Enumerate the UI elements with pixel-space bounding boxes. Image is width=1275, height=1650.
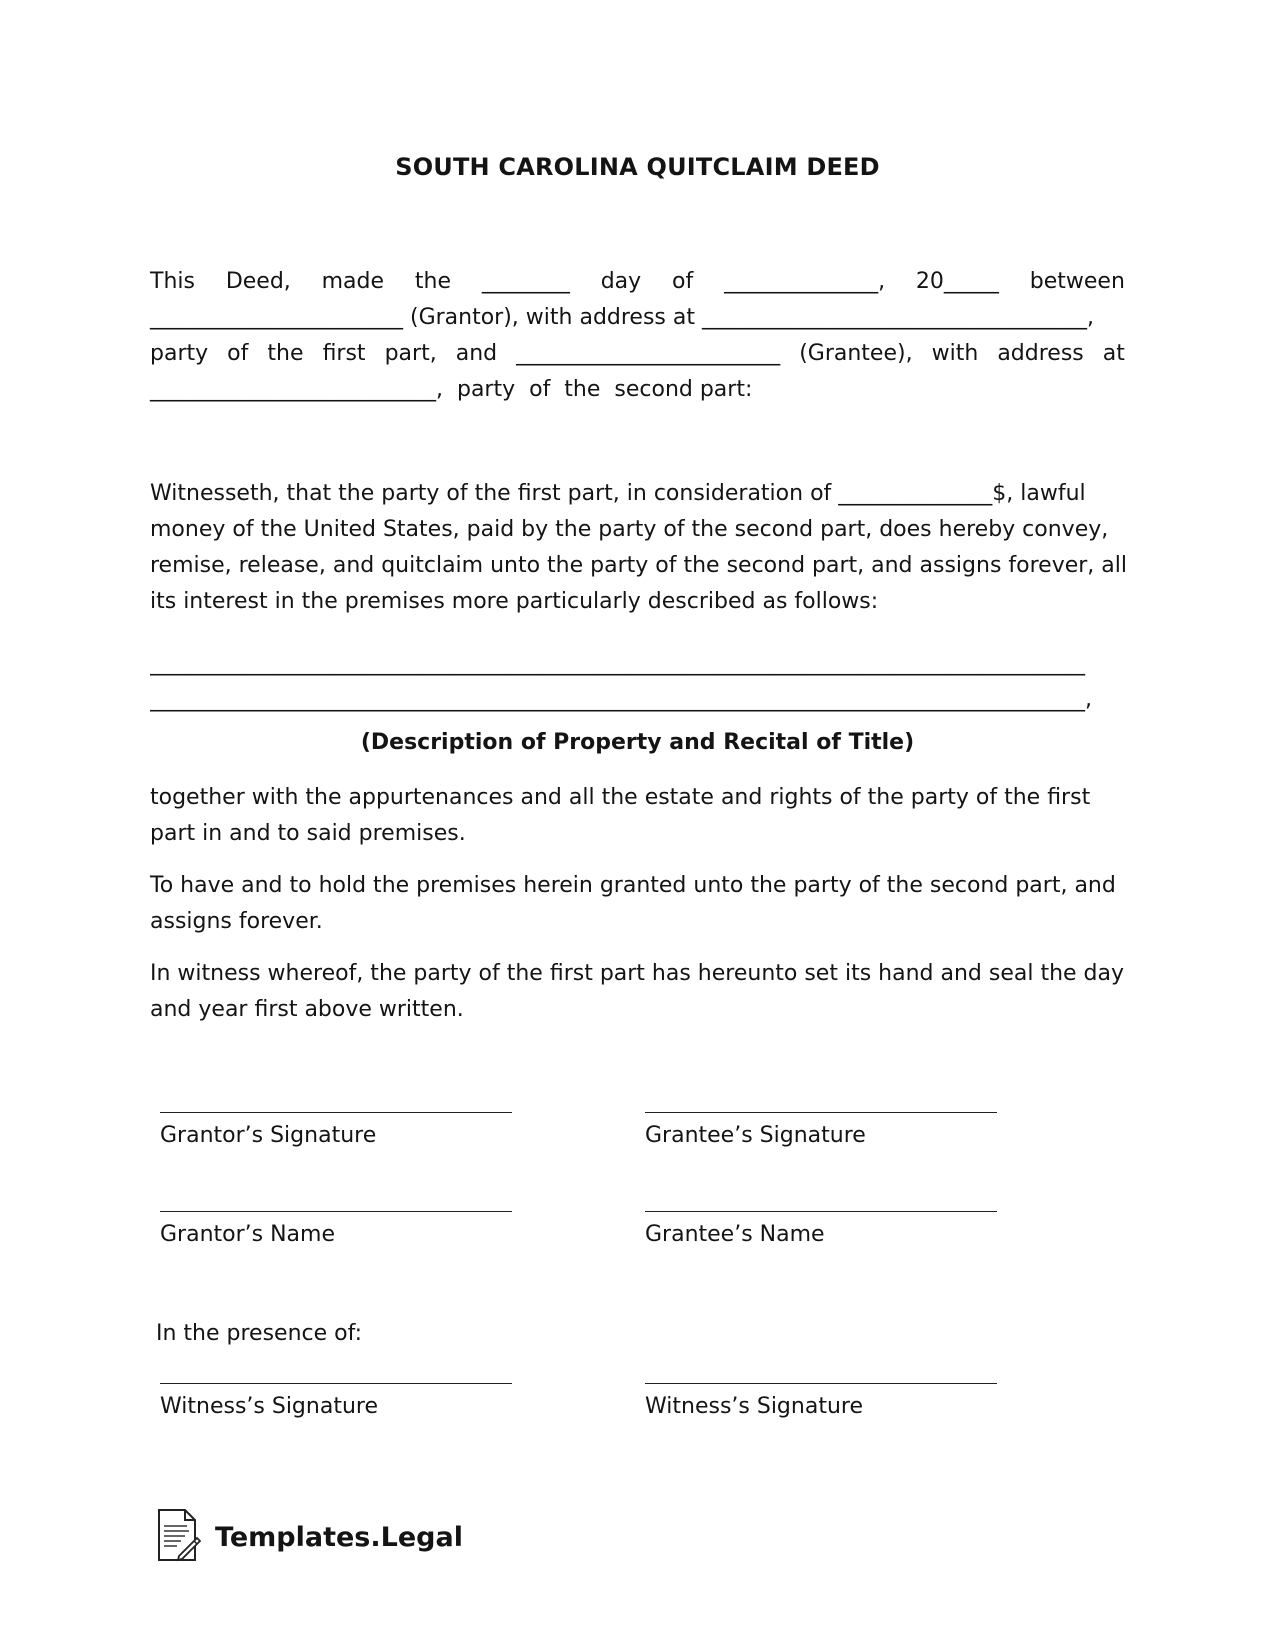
witnesseth-line: Witnesseth, that the party of the first part, in consideration of ______________$, lawful — [150, 481, 1086, 506]
grantee-signature-label: Grantee’s Signature — [645, 1123, 866, 1148]
document-title: SOUTH CAROLINA QUITCLAIM DEED — [395, 153, 880, 181]
word: between — [1029, 269, 1125, 294]
witness-whereof-paragraph: In witness whereof, the party of the first part has hereunto set its hand and seal the day and year first above written. — [150, 961, 1125, 1022]
grantee-name-label: Grantee’s Name — [645, 1222, 825, 1247]
intro-paragraph — [150, 264, 1125, 408]
witness-signature-label: Witness’s Signature — [645, 1394, 863, 1419]
grantor-name-block — [160, 1211, 512, 1247]
intro-line-1 — [150, 264, 1125, 300]
word: day — [600, 269, 642, 294]
word: at — [1102, 341, 1125, 366]
intro-line-2: _______________________ (Grantor), with address at ___________________________________, — [150, 305, 1094, 330]
word: the — [414, 269, 451, 294]
word: (Grantee), — [799, 341, 913, 366]
word: first — [322, 341, 366, 366]
word: made — [321, 269, 385, 294]
word: Deed, — [225, 269, 291, 294]
description-line: _____________________________________________________________________________________, — [150, 687, 1092, 712]
witnesseth-line: its interest in the premises more particularly described as follows: — [150, 589, 879, 614]
word: address — [997, 341, 1084, 366]
signature-line — [160, 1211, 512, 1212]
witnesseth-line: remise, release, and quitclaim unto the party of the second part, and assigns forever, all — [150, 553, 1127, 578]
year-blank: 20_____ — [915, 269, 999, 294]
month-blank: ______________, — [724, 269, 886, 294]
word: and — [455, 341, 498, 366]
word: part, — [384, 341, 437, 366]
grantee-signature-block — [645, 1112, 997, 1148]
signature-line — [160, 1112, 512, 1113]
word: of — [672, 269, 694, 294]
description-heading: (Description of Property and Recital of Title) — [360, 730, 915, 755]
grantor-signature-label: Grantor’s Signature — [160, 1123, 377, 1148]
signature-line — [160, 1383, 512, 1384]
appurtenances-paragraph: together with the appurtenances and all the estate and rights of the party of the first part in and to said premises. — [150, 785, 1091, 846]
word: the — [267, 341, 304, 366]
grantee-name-block — [645, 1211, 997, 1247]
day-blank: ________ — [481, 269, 570, 294]
intro-line-3 — [150, 336, 1125, 372]
signature-line — [645, 1211, 997, 1212]
witness-signature-block-left — [160, 1383, 512, 1419]
witness-signature-block-right — [645, 1383, 997, 1419]
presence-label: In the presence of: — [156, 1321, 362, 1346]
word: party — [150, 341, 209, 366]
word: with — [931, 341, 979, 366]
document-pen-icon — [155, 1508, 201, 1566]
signature-line — [645, 1383, 997, 1384]
word: of — [227, 341, 249, 366]
templates-legal-logo[interactable] — [155, 1508, 463, 1566]
grantor-signature-block — [160, 1112, 512, 1148]
signature-line — [645, 1112, 997, 1113]
logo-text: Templates.Legal — [215, 1521, 463, 1553]
intro-line-4: __________________________, party of the second part: — [150, 377, 753, 402]
witness-signature-label: Witness’s Signature — [160, 1394, 378, 1419]
word: This — [150, 269, 195, 294]
grantor-name-label: Grantor’s Name — [160, 1222, 336, 1247]
description-line: _____________________________________________________________________________________ — [150, 651, 1085, 676]
habendum-paragraph: To have and to hold the premises herein granted unto the party of the second part, and assigns forever. — [150, 873, 1116, 934]
grantee-blank: ________________________ — [516, 341, 781, 366]
witnesseth-line: money of the United States, paid by the party of the second part, does hereby convey, — [150, 517, 1109, 542]
description-lines — [150, 646, 1125, 718]
witnesseth-paragraph — [150, 476, 1125, 620]
